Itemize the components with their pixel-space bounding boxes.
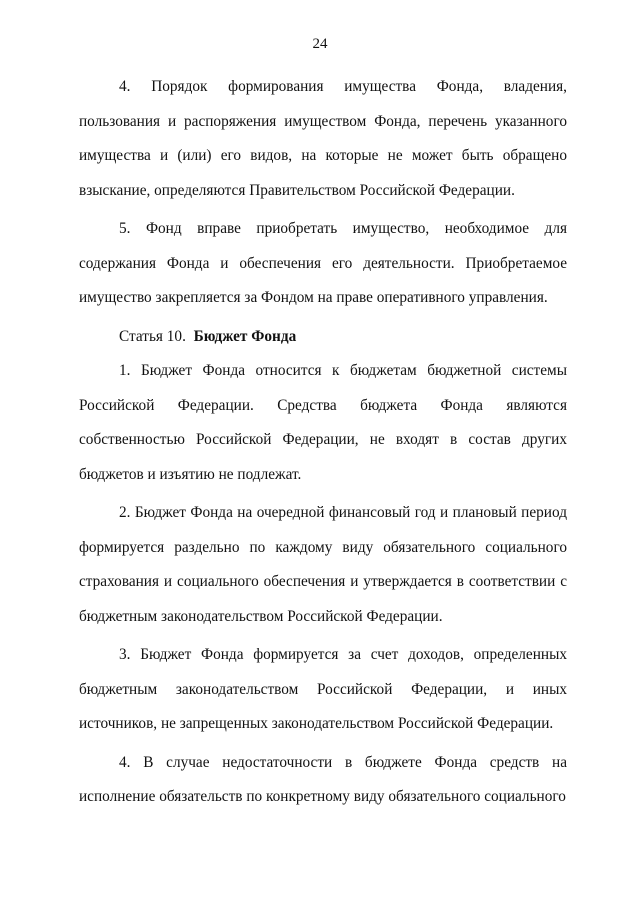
page-number: 24 (312, 36, 328, 52)
paragraph-property-formation: 4. Порядок формирования имущества Фонда, владения, пользования и распоряжения имуществом Фонда, перечень указанного имущества и (или) его видов, на которые не может быть обращено взыскание, определяются Правительством Российской Федерации. (79, 78, 567, 199)
paragraph-budget-insufficiency: 4. В случае недостаточности в бюджете Фонда средств на исполнение обязательств по конкретному виду обязательного социального (79, 753, 567, 805)
document-body (79, 70, 567, 815)
paragraph-budget-revenue: 3. Бюджет Фонда формируется за счет доходов, определенных бюджетным законодательством Российской Федерации, и иных источников, не запрещенных законодательством Российской Федерации. (79, 646, 567, 732)
paragraph-budget-formation: 2. Бюджет Фонда на очередной финансовый год и плановый период формируется раздельно по каждому виду обязательного социального страхования и социального обеспечения и утверждается в соответствии с бюджетным законодательством Российской Федерации. (79, 504, 567, 625)
paragraph-property-acquisition: 5. Фонд вправе приобретать имущество, необходимое для содержания Фонда и обеспечения его деятельности. Приобретаемое имущество закрепляется за Фондом на праве оперативного управления. (79, 220, 567, 306)
article-heading (79, 320, 567, 355)
paragraph-budget-status: 1. Бюджет Фонда относится к бюджетам бюджетной системы Российской Федерации. Средства бюджета Фонда являются собственностью Российской Федерации, не входят в состав других бюджетов и изъятию не подлежат. (79, 362, 567, 483)
article-title: Бюджет Фонда (193, 327, 297, 345)
article-label: Статья 10. (119, 327, 186, 345)
